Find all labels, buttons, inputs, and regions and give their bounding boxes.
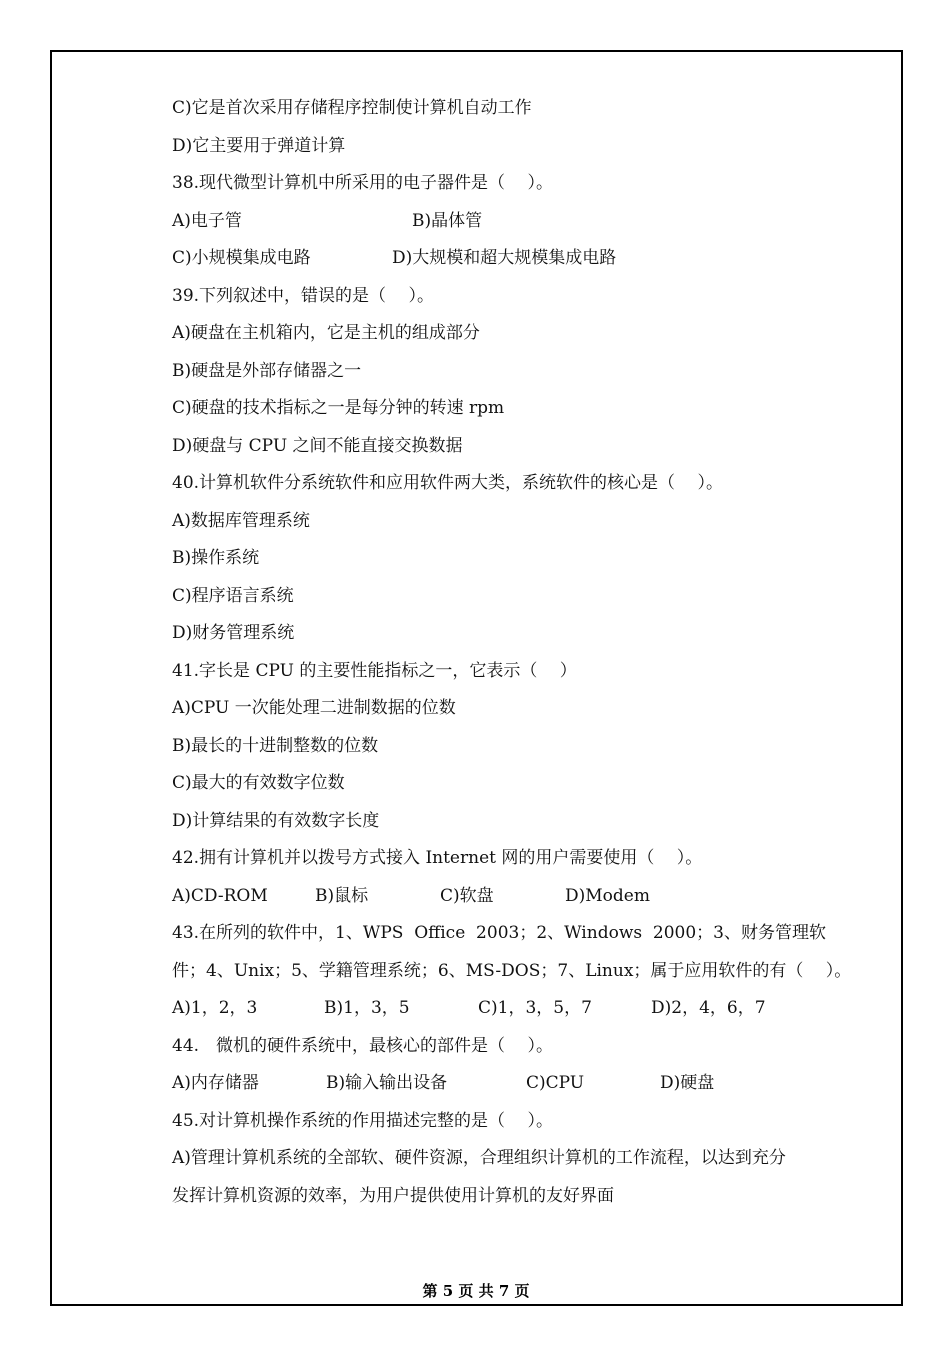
question-38: 38.现代微型计算机中所采用的电子器件是（ ）。 <box>172 173 553 193</box>
text-line: B)硬盘是外部存储器之一 <box>172 360 362 381</box>
q42-options <box>172 878 872 916</box>
q38-options-row-2 <box>172 240 872 278</box>
option-b: B)鼠标 <box>315 885 369 906</box>
text-line: B)操作系统 <box>172 548 260 568</box>
option-c: C)CPU <box>526 1073 585 1093</box>
option-b: B)输入输出设备 <box>326 1073 448 1093</box>
text-line: D)它主要用于弹道计算 <box>172 135 346 156</box>
text-line: A)数据库管理系统 <box>172 510 310 531</box>
q38-options-row-1 <box>172 203 872 241</box>
question-45: 45.对计算机操作系统的作用描述完整的是（ ）。 <box>172 1110 553 1131</box>
page-number-footer: 第 5 页 共 7 页 <box>422 1282 530 1300</box>
question-40: 40.计算机软件分系统软件和应用软件两大类，系统软件的核心是（ ）。 <box>172 473 723 493</box>
option-a: A)电子管 <box>172 210 242 231</box>
option-d: D)大规模和超大规模集成电路 <box>392 248 617 268</box>
option-c: C)1，3，5，7 <box>478 998 592 1018</box>
option-b: B)晶体管 <box>412 210 483 231</box>
option-d: D)硬盘 <box>660 1073 715 1093</box>
option-d: D)Modem <box>565 885 650 906</box>
option-c: C)软盘 <box>440 885 494 906</box>
option-d: D)2，4，6，7 <box>651 998 766 1018</box>
option-a: A)1，2，3 <box>172 998 258 1018</box>
q44-options <box>172 1065 872 1103</box>
text-line: D)硬盘与 CPU 之间不能直接交换数据 <box>172 435 463 456</box>
option-a: A)内存储器 <box>172 1073 259 1093</box>
text-line: C)它是首次采用存储程序控制使计算机自动工作 <box>172 98 532 118</box>
text-line: 件；4、Unix；5、学籍管理系统；6、MS-DOS；7、Linux；属于应用软件的有（ ）。 <box>172 960 852 981</box>
text-line: B)最长的十进制整数的位数 <box>172 735 379 756</box>
q43-options <box>172 990 872 1028</box>
text-line: C)最大的有效数字位数 <box>172 773 345 793</box>
question-content <box>172 90 872 1215</box>
text-line: D)财务管理系统 <box>172 623 295 643</box>
text-line: A)硬盘在主机箱内，它是主机的组成部分 <box>172 323 480 343</box>
option-c: C)小规模集成电路 <box>172 248 311 268</box>
text-line: 发挥计算机资源的效率，为用户提供使用计算机的友好界面 <box>172 1185 614 1206</box>
question-42: 42.拥有计算机并以拨号方式接入 Internet 网的用户需要使用（ ）。 <box>172 848 703 868</box>
option-b: B)1，3，5 <box>324 998 410 1018</box>
text-line: A)管理计算机系统的全部软、硬件资源，合理组织计算机的工作流程，以达到充分 <box>172 1148 786 1168</box>
option-a: A)CD-ROM <box>172 885 268 906</box>
text-line: C)硬盘的技术指标之一是每分钟的转速 rpm <box>172 398 505 418</box>
question-44: 44. 微机的硬件系统中，最核心的部件是（ ）。 <box>172 1035 553 1056</box>
question-39: 39.下列叙述中，错误的是（ ）。 <box>172 285 434 306</box>
question-41: 41.字长是 CPU 的主要性能指标之一，它表示（ ） <box>172 660 577 681</box>
text-line: A)CPU 一次能处理二进制数据的位数 <box>172 698 456 718</box>
question-43: 43.在所列的软件中，1、WPS Office 2003；2、Windows 2000；3、财务管理软 <box>172 923 826 943</box>
text-line: C)程序语言系统 <box>172 585 294 606</box>
text-line: D)计算结果的有效数字长度 <box>172 810 380 831</box>
